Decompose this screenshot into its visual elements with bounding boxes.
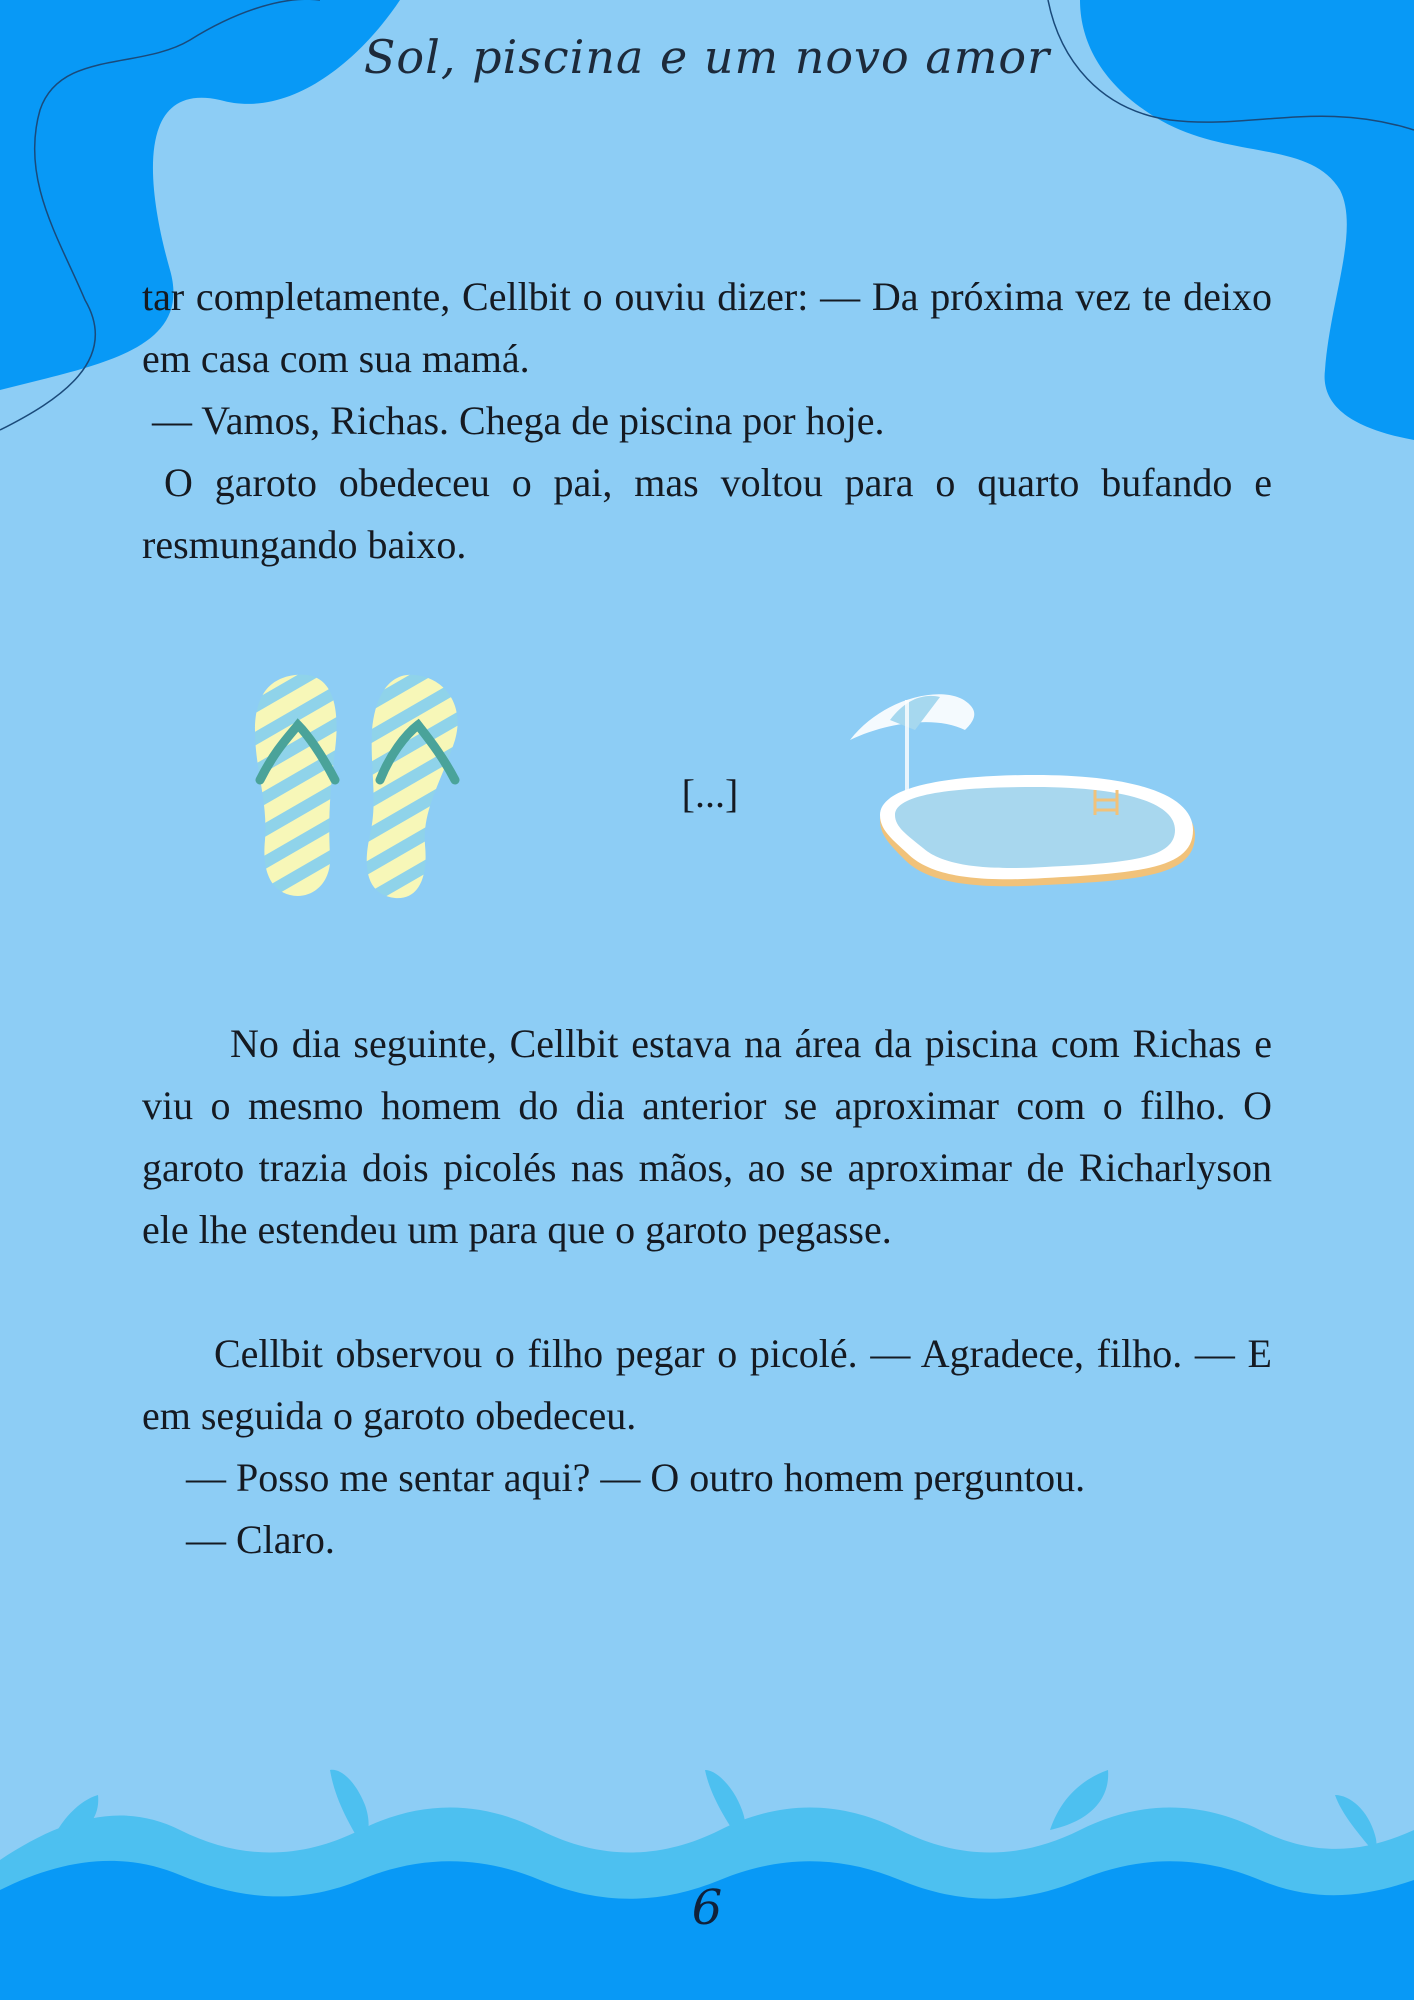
dialogue-line: — Vamos, Richas. Chega de piscina por hoje.	[142, 398, 885, 443]
paragraph: O garoto obedeceu o pai, mas voltou para o quarto bufando e resmungando baixo.	[142, 460, 1272, 567]
water-drop	[1335, 1795, 1376, 1850]
flip-flops-icon	[250, 670, 470, 900]
section-separator: [...]	[681, 771, 739, 816]
water-drop	[1050, 1770, 1108, 1830]
left-sandal	[255, 675, 337, 896]
pool-water	[895, 787, 1175, 868]
page-number: 6	[691, 1880, 723, 1936]
right-sandal	[367, 675, 458, 898]
book-title-header: Sol, piscina e um novo amor	[363, 30, 1051, 84]
paragraph: tar completamente, Cellbit o ouviu dizer: — Da próxima vez te deixo em casa com sua mamá.	[142, 274, 1272, 381]
dialogue-line: — Claro.	[186, 1517, 335, 1562]
pool-umbrella-icon	[845, 685, 1205, 900]
dialogue-line: — Posso me sentar aqui? — O outro homem perguntou.	[186, 1455, 1086, 1500]
water-drop	[330, 1770, 369, 1842]
paragraph: No dia seguinte, Cellbit estava na área da piscina com Richas e viu o mesmo homem do dia anterior se aproximar com o filho. O garoto trazia dois picolés nas mãos, ao se aproximar de Richarlyson ele lhe estendeu um para que o garoto pegasse.	[142, 1021, 1272, 1252]
paragraph: Cellbit observou o filho pegar o picolé. — Agradece, filho. — E em seguida o garoto obedeceu.	[142, 1331, 1272, 1438]
